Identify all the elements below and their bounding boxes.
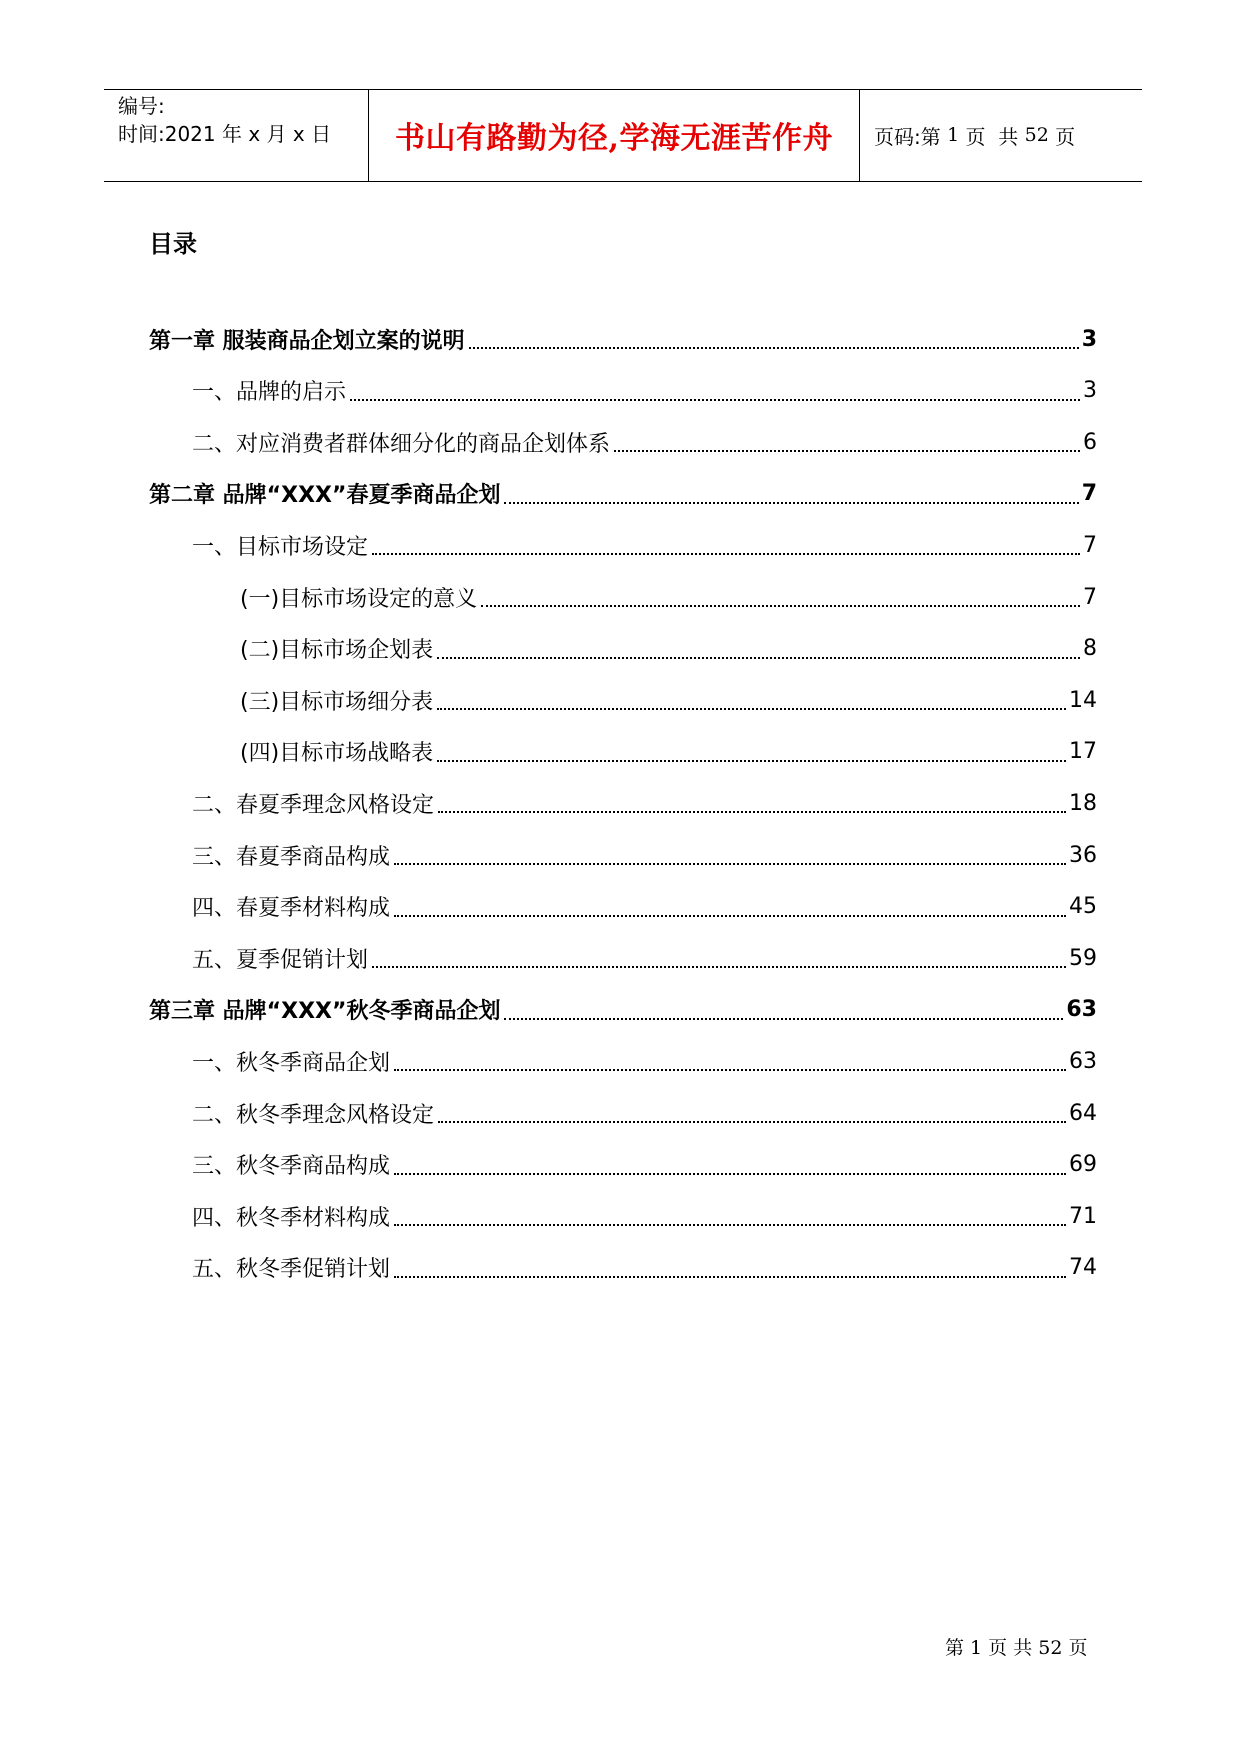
toc-dot-leader [372, 541, 1080, 555]
toc-dot-leader [438, 1109, 1066, 1123]
toc-entry[interactable] [192, 1248, 1097, 1288]
toc-entry-title: 一、秋冬季商品企划 [192, 1050, 391, 1076]
toc-dot-leader [394, 1212, 1066, 1226]
toc-entry-page: 17 [1069, 739, 1097, 765]
toc-entry[interactable] [192, 938, 1097, 978]
toc-dot-leader [394, 903, 1066, 917]
toc-entry-page: 3 [1083, 378, 1097, 404]
toc-entry-page: 36 [1069, 842, 1097, 868]
footer-middle: 页 共 [982, 1637, 1039, 1659]
header-motto: 书山有路勤为径,学海无涯苦作舟 [395, 121, 833, 156]
toc-entry[interactable] [192, 835, 1097, 875]
toc-entry-page: 3 [1081, 326, 1097, 352]
toc-entry[interactable] [192, 1093, 1097, 1133]
toc-dot-leader [394, 1264, 1066, 1278]
toc-dot-leader [437, 645, 1080, 659]
toc-entry[interactable] [149, 474, 1097, 514]
footer-page-current: 1 [970, 1637, 983, 1659]
toc-entry-page: 59 [1069, 945, 1097, 971]
toc-entry-title: 第三章 品牌“XXX”秋冬季商品企划 [149, 999, 501, 1025]
toc-dot-leader [438, 799, 1066, 813]
toc-entry-title: 五、秋冬季促销计划 [192, 1257, 391, 1283]
header-page-suffix: 页 [1048, 124, 1076, 149]
footer-page-total: 52 [1038, 1637, 1063, 1659]
footer-prefix: 第 [945, 1637, 971, 1659]
toc-entry-title: (四)目标市场战略表 [240, 741, 434, 767]
toc-entry-page: 63 [1066, 997, 1097, 1023]
toc-entry[interactable] [240, 732, 1097, 772]
toc-dot-leader [614, 438, 1080, 452]
toc-entry-title: 三、秋冬季商品构成 [192, 1154, 391, 1180]
toc-entry[interactable] [240, 680, 1097, 720]
toc-entry[interactable] [192, 371, 1097, 411]
toc-entry-title: 一、目标市场设定 [192, 534, 369, 560]
toc-entry[interactable] [192, 422, 1097, 462]
document-time-label: 时间:2021 年 x 月 x 日 [118, 122, 332, 146]
toc-entry[interactable] [192, 1041, 1097, 1081]
toc-dot-leader [394, 1161, 1066, 1175]
toc-entry-title: 二、对应消费者群体细分化的商品企划体系 [192, 431, 611, 457]
toc-entry-title: 四、秋冬季材料构成 [192, 1205, 391, 1231]
toc-entry-page: 69 [1069, 1152, 1097, 1178]
document-number-label: 编号: [118, 94, 165, 118]
toc-entry-page: 7 [1083, 584, 1097, 610]
toc-entry[interactable] [240, 577, 1097, 617]
toc-entry-page: 14 [1069, 687, 1097, 713]
toc-dot-leader [372, 954, 1066, 968]
toc-entry-title: (一)目标市场设定的意义 [240, 586, 478, 612]
toc-entry-page: 63 [1069, 1048, 1097, 1074]
toc-entry[interactable] [149, 319, 1097, 359]
toc-entry-title: 二、秋冬季理念风格设定 [192, 1102, 435, 1128]
toc-entry-page: 64 [1069, 1100, 1097, 1126]
footer-suffix: 页 [1062, 1637, 1088, 1659]
toc-dot-leader [504, 490, 1078, 504]
toc-entry-page: 45 [1069, 894, 1097, 920]
header-page-middle: 页 共 [959, 124, 1025, 149]
toc-entry-title: 三、春夏季商品构成 [192, 844, 391, 870]
header-page-current: 1 [947, 124, 960, 146]
toc-entry-title: 第二章 品牌“XXX”春夏季商品企划 [149, 483, 501, 509]
header-page-prefix: 页码:第 [874, 124, 948, 149]
toc-entry-title: 四、春夏季材料构成 [192, 896, 391, 922]
toc-entry[interactable] [192, 1196, 1097, 1236]
toc-dot-leader [504, 1006, 1063, 1020]
toc-dot-leader [481, 593, 1080, 607]
toc-entry-page: 8 [1083, 636, 1097, 662]
toc-entry-title: (三)目标市场细分表 [240, 689, 434, 715]
toc-dot-leader [437, 696, 1066, 710]
toc-dot-leader [469, 335, 1079, 349]
toc-entry-page: 7 [1081, 481, 1097, 507]
page-footer [945, 1633, 1088, 1660]
toc-entry-page: 7 [1083, 532, 1097, 558]
toc-title: 目录 [149, 230, 197, 258]
toc-entry-page: 6 [1083, 429, 1097, 455]
toc-entry-page: 74 [1069, 1255, 1097, 1281]
toc-entry[interactable] [240, 629, 1097, 669]
toc-entry[interactable] [149, 990, 1097, 1030]
toc-dot-leader [394, 851, 1066, 865]
toc-entry[interactable] [192, 1145, 1097, 1185]
toc-dot-leader [394, 1057, 1066, 1071]
toc-entry-page: 18 [1069, 790, 1097, 816]
toc-entry-title: (二)目标市场企划表 [240, 638, 434, 664]
toc-entry-title: 二、春夏季理念风格设定 [192, 792, 435, 818]
toc-dot-leader [437, 748, 1066, 762]
toc-entry-title: 第一章 服装商品企划立案的说明 [149, 328, 465, 354]
toc-entry[interactable] [192, 887, 1097, 927]
toc-entry-title: 五、夏季促销计划 [192, 947, 369, 973]
toc-entry-page: 71 [1069, 1203, 1097, 1229]
toc-entry-title: 一、品牌的启示 [192, 380, 347, 406]
toc-entry[interactable] [192, 783, 1097, 823]
header-page-total: 52 [1024, 124, 1049, 146]
toc-dot-leader [350, 387, 1080, 401]
toc-entry[interactable] [192, 525, 1097, 565]
